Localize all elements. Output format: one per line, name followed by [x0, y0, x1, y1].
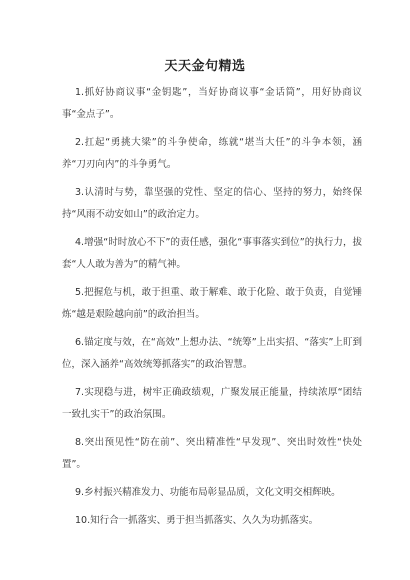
document-body — [62, 82, 362, 538]
paragraph-2 — [62, 132, 362, 176]
paragraph-8 — [62, 432, 362, 476]
paragraph-text: 把握危与机，敢于担重、敢于解难、敢于化险、敢于负责，自觉锤炼“越是艰险越向前”的政治担当。 — [62, 287, 362, 320]
paragraph-text: 实现稳与进，树牢正确政绩观，广聚发展正能量，持续浓厚“团结一致扎实干”的政治氛围。 — [62, 387, 362, 420]
paragraph-text: 锚定度与效，在“高效”上想办法、“统筹”上出实招、“落实”上盯到位，深入涵养“高效统筹抓落实”的政治智慧。 — [62, 337, 362, 370]
paragraph-1 — [62, 82, 362, 126]
paragraph-number: 9. — [75, 487, 85, 498]
paragraph-text: 增强“时时放心不下”的责任感，强化“事事落实到位”的执行力，拔套“人人敢为善为”的精气神。 — [62, 237, 362, 270]
paragraph-text: 乡村振兴精准发力、功能布局彰显品质，文化文明交相辉映。 — [84, 487, 341, 498]
paragraph-4 — [62, 232, 362, 276]
paragraph-number: 4. — [75, 237, 85, 248]
paragraph-text: 抓好协商议事“金钥匙”，当好协商议事“金话筒”，用好协商议事“金点子”。 — [62, 87, 362, 120]
paragraph-7 — [62, 382, 362, 426]
paragraph-text: 知行合一抓落实、勇于担当抓落实、久久为功抓落实。 — [90, 515, 319, 526]
paragraph-number: 3. — [75, 187, 85, 198]
paragraph-number: 1. — [75, 87, 85, 98]
document-title: 天天金句精选 — [164, 59, 246, 74]
paragraph-5 — [62, 282, 362, 326]
paragraph-number: 5. — [75, 287, 85, 298]
paragraph-10 — [62, 510, 362, 532]
paragraph-number: 8. — [75, 437, 85, 448]
paragraph-number: 10. — [75, 515, 91, 526]
paragraph-number: 7. — [75, 387, 85, 398]
paragraph-text: 突出预见性“防在前”、突出精准性“早发现”、突出时效性“快处置”。 — [62, 437, 362, 470]
paragraph-text: 扛起“勇挑大梁”的斗争使命，练就“堪当大任”的斗争本领，涵养“刀刃向内”的斗争勇气。 — [62, 137, 362, 170]
paragraph-9 — [62, 482, 362, 504]
paragraph-number: 6. — [75, 337, 85, 348]
paragraph-3 — [62, 182, 362, 226]
paragraph-number: 2. — [75, 137, 85, 148]
paragraph-6 — [62, 332, 362, 376]
paragraph-text: 认清时与势，靠坚强的党性、坚定的信心、坚持的努力，始终保持“风雨不动安如山”的政治定力。 — [62, 187, 362, 220]
